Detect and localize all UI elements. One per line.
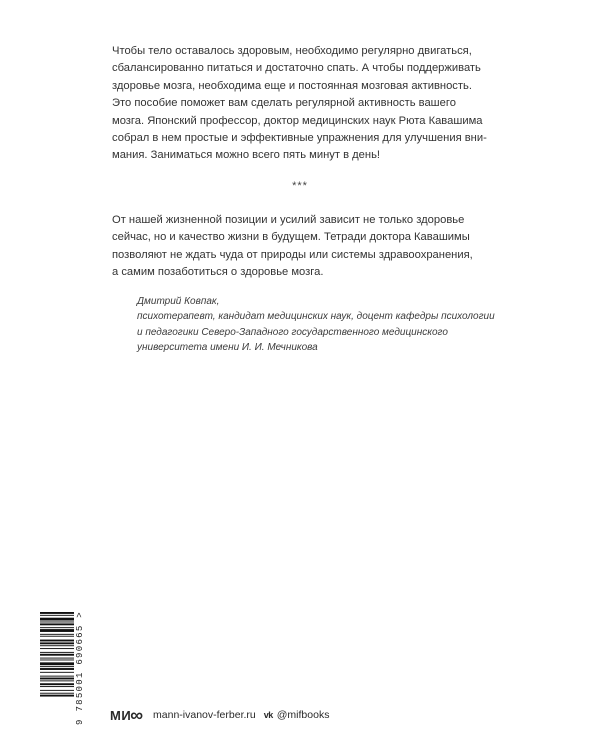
barcode-bar: [40, 642, 74, 644]
barcode-bar: [40, 690, 74, 691]
logo-text: МИ: [110, 707, 132, 723]
barcode-bar: [40, 627, 74, 628]
barcode-bar: [40, 693, 74, 694]
isbn-digits: [74, 612, 86, 724]
barcode-bar: [40, 680, 74, 681]
barcode-bar: [40, 615, 74, 616]
barcode-bar: [40, 683, 74, 685]
isbn-number: 9 785001 690665 >: [75, 611, 85, 725]
text-line: сейчас, но и качество жизни в будущем. Тетради доктора Кавашимы: [112, 231, 470, 244]
text-line: Это пособие поможет вам сделать регулярной активность вашего: [112, 97, 456, 110]
endorser-credentials: психотерапевт, кандидат медицинских наук, доцент кафедры психологии: [137, 311, 495, 323]
barcode-bar: [40, 676, 74, 677]
infinity-icon: ∞: [130, 705, 144, 725]
barcode-bar: [40, 654, 74, 656]
endorser-credentials: и педагогики Северо-Западного государственного медицинского: [137, 326, 448, 338]
barcode-bar: [40, 678, 74, 680]
barcode-bar: [40, 623, 74, 625]
endorser-signature: [137, 294, 537, 355]
text-line: сбалансированно питаться и достаточно спать. А чтобы поддерживать: [112, 62, 481, 75]
text-line: здоровье мозга, необходима еще и постоянная мозговая активность.: [112, 79, 472, 92]
publisher-footer: [110, 706, 329, 724]
barcode-bar: [40, 618, 74, 621]
endorser-credentials: университета имени И. И. Мечникова: [137, 341, 318, 353]
barcode-bar: [40, 672, 74, 673]
section-separator: ***: [292, 180, 308, 192]
barcode-bar: [40, 612, 74, 614]
barcode-bar: [40, 622, 74, 623]
isbn-barcode: [40, 612, 74, 724]
text-line: собрал в нем простые и эффективные упражнения для улучшения вни-: [112, 132, 487, 145]
text-line: мозга. Японский профессор, доктор медицинских наук Рюта Кавашима: [112, 114, 483, 127]
barcode-bar: [40, 652, 74, 653]
text-line: Чтобы тело оставалось здоровым, необходимо регулярно двигаться,: [112, 45, 472, 57]
text-line: а самим позаботиться о здоровье мозга.: [112, 266, 324, 279]
barcode-bar: [40, 686, 74, 687]
social-handle: @mifbooks: [276, 709, 330, 721]
barcode-bar: [40, 645, 74, 646]
publisher-website: mann-ivanov-ferber.ru: [153, 709, 256, 721]
barcode-bar: [40, 640, 74, 642]
endorser-name: Дмитрий Ковпак,: [137, 296, 220, 307]
barcode-bar: [40, 668, 74, 670]
text-line: позволяют не ждать чуда от природы или системы здравоохранения,: [112, 248, 473, 261]
text-line: От нашей жизненной позиции и усилий зависит не только здоровье: [112, 214, 465, 226]
barcode-bar: [40, 636, 74, 637]
text-line: мания. Заниматься можно всего пять минут в день!: [112, 149, 381, 162]
barcode-bar: [40, 662, 74, 665]
barcode-bar: [40, 660, 74, 661]
endorsement-paragraph: [112, 212, 517, 282]
barcode-bar: [40, 658, 74, 659]
barcode-bar: [40, 695, 74, 697]
barcode-bar: [40, 648, 74, 649]
barcode-bar: [40, 629, 74, 632]
vk-icon: vk: [263, 710, 273, 720]
barcode-bar: [40, 666, 74, 667]
description-paragraph: [112, 43, 517, 165]
mif-infinity-logo: [110, 706, 143, 724]
barcode-bar: [40, 634, 74, 635]
